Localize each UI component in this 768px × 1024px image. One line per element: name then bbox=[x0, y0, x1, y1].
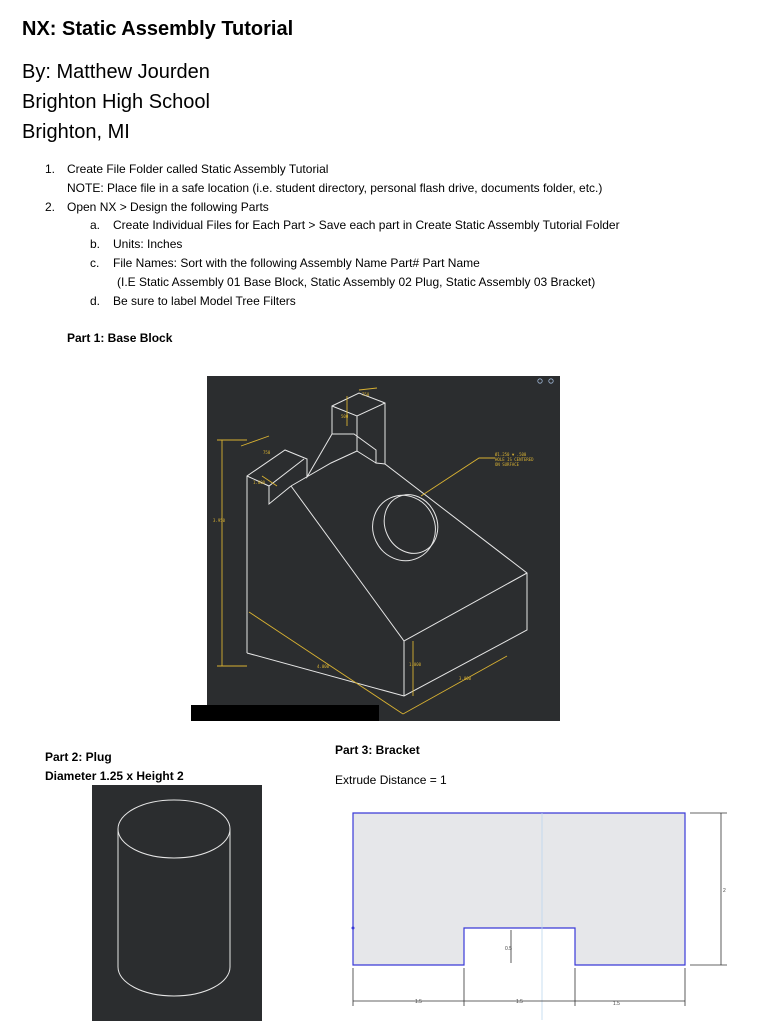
part2-drawing bbox=[92, 785, 262, 1021]
substep-d-text: Be sure to label Model Tree Filters bbox=[113, 294, 296, 308]
part3-drawing bbox=[335, 800, 740, 1020]
substep-a-text: Create Individual Files for Each Part > Save each part in Create Static Assembly Tutorial Folder bbox=[113, 218, 620, 232]
substep-c-letter: c. bbox=[90, 256, 100, 270]
part1-dimension-labels bbox=[213, 392, 534, 681]
dim-left-top: 750 bbox=[263, 450, 271, 455]
substep-b-letter: b. bbox=[90, 237, 101, 251]
part1-dimension-lines bbox=[217, 388, 507, 714]
substep-c-example: (I.E Static Assembly 01 Base Block, Static Assembly 02 Plug, Static Assembly 03 Bracket) bbox=[117, 275, 596, 289]
dim-notch-width: 1.5 bbox=[516, 999, 523, 1005]
zoom-icon bbox=[538, 379, 553, 383]
dim-left-width: 1.5 bbox=[415, 999, 422, 1005]
dim-side-depth: 3.000 bbox=[459, 676, 472, 681]
substep-b-text: Units: Inches bbox=[113, 237, 183, 251]
part2-dimensions: Diameter 1.25 x Height 2 bbox=[45, 769, 184, 783]
school-line: Brighton High School bbox=[22, 91, 210, 113]
hole-note-line-3: ON SURFACE bbox=[495, 462, 520, 467]
redaction-bar bbox=[191, 705, 379, 721]
dim-notch-height: 0.5 bbox=[505, 946, 512, 952]
substep-d-letter: d. bbox=[90, 294, 101, 308]
step-2-text: Open NX > Design the following Parts bbox=[67, 200, 269, 214]
plug-cylinder-outline bbox=[118, 800, 230, 996]
dim-step-height: 1.000 bbox=[253, 480, 266, 485]
dim-bracket-height: 2 bbox=[723, 888, 726, 894]
dim-right-width: 1.5 bbox=[613, 1001, 620, 1007]
step-2-number: 2. bbox=[45, 200, 56, 214]
part1-drawing bbox=[207, 376, 560, 721]
hole-note-line-2: HOLE IS CENTERED bbox=[495, 457, 534, 462]
location-line: Brighton, MI bbox=[22, 121, 130, 143]
part1-label: Part 1: Base Block bbox=[67, 331, 173, 345]
step-1-text: Create File Folder called Static Assembly Tutorial bbox=[67, 162, 329, 176]
dim-top-depth: 500 bbox=[341, 414, 349, 419]
substep-c-text: File Names: Sort with the following Assembly Name Part# Part Name bbox=[113, 256, 480, 270]
page-title: NX: Static Assembly Tutorial bbox=[22, 18, 294, 40]
step-1-number: 1. bbox=[45, 162, 56, 176]
part2-label: Part 2: Plug bbox=[45, 750, 112, 764]
substep-a-letter: a. bbox=[90, 218, 101, 232]
dim-top-small: 750 bbox=[362, 392, 370, 397]
part3-extrude-distance: Extrude Distance = 1 bbox=[335, 773, 447, 787]
dim-front-height: 1.000 bbox=[409, 662, 422, 667]
dim-front-width: 4.000 bbox=[317, 664, 330, 669]
author-line: By: Matthew Jourden bbox=[22, 61, 210, 83]
dim-overall-height: 3.950 bbox=[213, 518, 226, 523]
base-block-outline bbox=[247, 393, 527, 696]
hole-note-line-1: Ø1.250 ▼ .500 bbox=[495, 452, 527, 457]
step-1-note: NOTE: Place file in a safe location (i.e. student directory, personal flash drive, documents folder, etc.) bbox=[67, 181, 603, 195]
bracket-profile bbox=[352, 813, 686, 1020]
part3-label: Part 3: Bracket bbox=[335, 743, 420, 757]
